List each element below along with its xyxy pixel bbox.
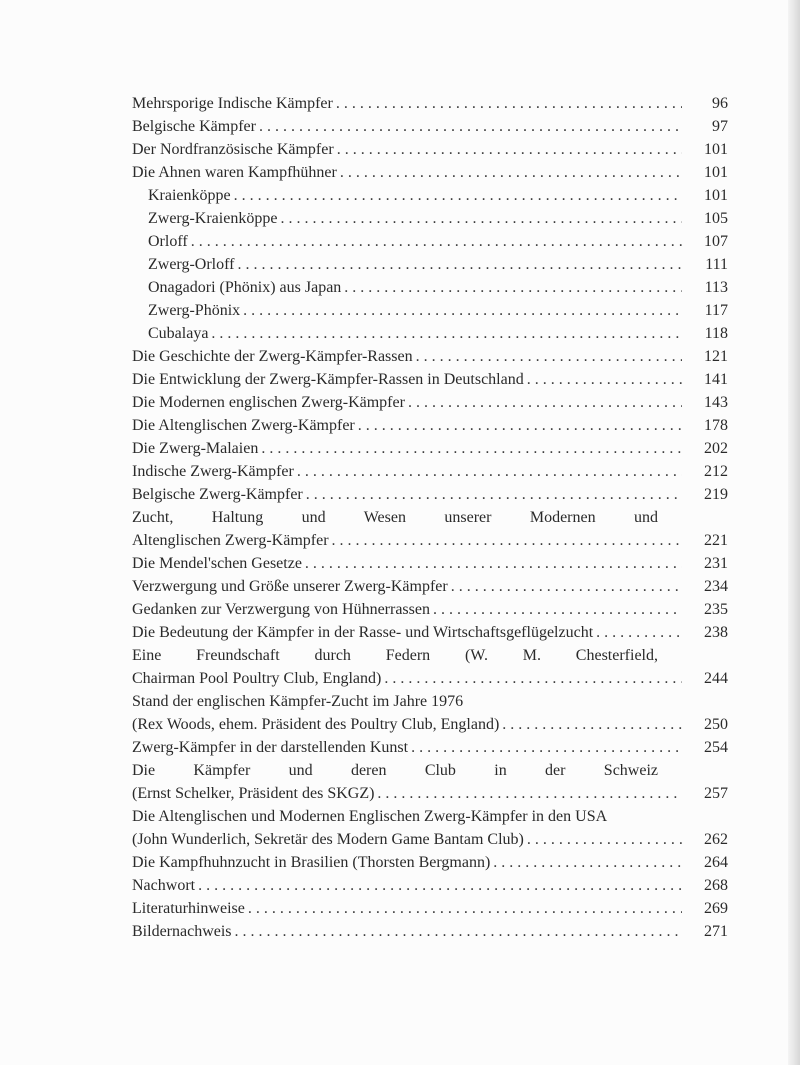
toc-entry-page: 143 <box>704 394 728 411</box>
toc-entry-page: 97 <box>712 118 728 135</box>
toc-entry-title: (Ernst Schelker, Präsident des SKGZ) <box>132 785 375 802</box>
toc-entry <box>132 598 728 621</box>
toc-entry-title: Belgische Kämpfer <box>132 118 256 135</box>
toc-entry <box>132 161 728 184</box>
toc-entry-title: Nachwort <box>132 877 196 894</box>
toc-entry-title: Die Ahnen waren Kampfhühner <box>132 164 337 181</box>
dot-leader <box>416 345 682 368</box>
toc-entry-page: 113 <box>704 279 728 296</box>
toc-entry <box>132 345 728 368</box>
dot-leader <box>259 115 682 138</box>
toc-entry-title: Literaturhinweise <box>132 900 245 917</box>
toc-entry-title: (Rex Woods, ehem. Präsident des Poultry Club, England) <box>132 716 500 733</box>
toc-entry <box>132 920 728 943</box>
toc-entry <box>132 667 728 690</box>
toc-entry-page: 202 <box>704 440 728 457</box>
toc-entry-title: Zwerg-Kämpfer in der darstellenden Kunst <box>132 739 409 756</box>
dot-leader <box>358 414 682 437</box>
toc-entry <box>132 897 728 920</box>
dot-leader <box>191 230 682 253</box>
toc-entry-title: Chairman Pool Poultry Club, England) <box>132 670 382 687</box>
dot-leader <box>297 460 682 483</box>
toc-entry-page: 268 <box>704 877 728 894</box>
dot-leader <box>243 299 682 322</box>
toc-entry-page: 221 <box>704 532 728 549</box>
toc-subentry <box>132 207 728 230</box>
toc-entry-title: Orloff <box>148 233 188 250</box>
dot-leader <box>451 575 682 598</box>
dot-leader <box>198 874 682 897</box>
toc-entry <box>132 460 728 483</box>
toc-entry-page: 141 <box>704 371 728 388</box>
toc-entry-page: 250 <box>704 716 728 733</box>
toc-entry-page: 271 <box>704 923 728 940</box>
toc-entry <box>132 874 728 897</box>
dot-leader <box>234 184 682 207</box>
toc-entry <box>132 575 728 598</box>
toc-entry-page: 96 <box>712 95 728 112</box>
toc-entry-page: 111 <box>705 256 728 273</box>
toc-entry-title: Die Altenglischen Zwerg-Kämpfer <box>132 417 355 434</box>
dot-leader <box>527 828 682 851</box>
toc-entry <box>132 529 728 552</box>
toc-entry-title: Der Nordfranzösische Kämpfer <box>132 141 334 158</box>
dot-leader <box>235 920 682 943</box>
dot-leader <box>238 253 683 276</box>
toc-entry <box>132 437 728 460</box>
dot-leader <box>261 437 682 460</box>
toc-entry-title: Mehrsporige Indische Kämpfer <box>132 95 333 112</box>
toc-entry <box>132 483 728 506</box>
dot-leader <box>596 621 682 644</box>
toc-entry-title: Gedanken zur Verzwergung von Hühnerrassen <box>132 601 430 618</box>
table-of-contents <box>132 92 728 943</box>
toc-entry <box>132 391 728 414</box>
toc-entry-title: (John Wunderlich, Sekretär des Modern Game Bantam Club) <box>132 831 524 848</box>
dot-leader <box>527 368 682 391</box>
toc-entry-page: 101 <box>704 187 728 204</box>
toc-entry-page: 118 <box>704 325 728 342</box>
dot-leader <box>332 529 682 552</box>
toc-entry-line1: Die Altenglischen und Modernen Englischen Zwerg-Kämpfer in den USA <box>132 808 608 825</box>
toc-entry-title: Bildernachweis <box>132 923 232 940</box>
toc-subentry <box>132 253 728 276</box>
toc-entry-page: 121 <box>704 348 728 365</box>
toc-entry-title: Die Geschichte der Zwerg-Kämpfer-Rassen <box>132 348 413 365</box>
toc-entry-title: Belgische Zwerg-Kämpfer <box>132 486 303 503</box>
toc-entry-page: 219 <box>704 486 728 503</box>
toc-entry <box>132 138 728 161</box>
dot-leader <box>493 851 682 874</box>
toc-entry-title: Die Kampfhuhnzucht in Brasilien (Thorsten Bergmann) <box>132 854 491 871</box>
toc-entry-page: 257 <box>704 785 728 802</box>
toc-entry <box>132 782 728 805</box>
toc-entry-title: Zwerg-Phönix <box>148 302 241 319</box>
dot-leader <box>306 483 682 506</box>
dot-leader <box>340 161 682 184</box>
toc-entry-page: 178 <box>704 417 728 434</box>
toc-entry <box>132 828 728 851</box>
toc-entry-title: Indische Zwerg-Kämpfer <box>132 463 294 480</box>
page-edge-shadow <box>788 0 800 1065</box>
toc-entry-title: Altenglischen Zwerg-Kämpfer <box>132 532 329 549</box>
toc-entry <box>132 552 728 575</box>
toc-entry-page: 231 <box>704 555 728 572</box>
toc-entry-page: 238 <box>704 624 728 641</box>
toc-entry-page: 101 <box>704 141 728 158</box>
toc-entry-title: Zwerg-Kraienköppe <box>148 210 278 227</box>
toc-entry <box>132 368 728 391</box>
toc-entry <box>132 115 728 138</box>
toc-entry-page: 107 <box>704 233 728 250</box>
toc-entry <box>132 621 728 644</box>
toc-entry-title: Cubalaya <box>148 325 209 342</box>
toc-entry <box>132 713 728 736</box>
toc-entry-page: 235 <box>704 601 728 618</box>
dot-leader <box>433 598 682 621</box>
toc-entry <box>132 92 728 115</box>
toc-entry <box>132 736 728 759</box>
toc-entry-title: Zwerg-Orloff <box>148 256 235 273</box>
dot-leader <box>248 897 682 920</box>
toc-subentry <box>132 184 728 207</box>
toc-subentry <box>132 276 728 299</box>
toc-entry-page: 117 <box>704 302 728 319</box>
toc-subentry <box>132 322 728 345</box>
toc-entry-line1: Zucht, Haltung und Wesen unserer Modernen und <box>132 509 658 526</box>
toc-entry-page: 105 <box>704 210 728 227</box>
toc-entry-page: 269 <box>704 900 728 917</box>
toc-subentry <box>132 299 728 322</box>
dot-leader <box>502 713 682 736</box>
toc-entry-line1: Stand der englischen Kämpfer-Zucht im Jahre 1976 <box>132 693 464 710</box>
dot-leader <box>305 552 682 575</box>
toc-entry-page: 101 <box>704 164 728 181</box>
toc-entry <box>132 851 728 874</box>
toc-entry-page: 244 <box>704 670 728 687</box>
dot-leader <box>336 92 682 115</box>
toc-entry-title: Die Bedeutung der Kämpfer in der Rasse- und Wirtschaftsgeflügelzucht <box>132 624 594 641</box>
dot-leader <box>384 667 682 690</box>
toc-entry-title: Kraienköppe <box>148 187 231 204</box>
dot-leader <box>344 276 682 299</box>
toc-entry-title: Onagadori (Phönix) aus Japan <box>148 279 342 296</box>
dot-leader <box>211 322 682 345</box>
dot-leader <box>377 782 682 805</box>
toc-entry-line1: Eine Freundschaft durch Federn (W. M. Chesterfield, <box>132 647 658 664</box>
toc-entry-page: 264 <box>704 854 728 871</box>
dot-leader <box>408 391 682 414</box>
dot-leader <box>411 736 682 759</box>
toc-entry-title: Die Modernen englischen Zwerg-Kämpfer <box>132 394 405 411</box>
toc-entry-title: Verzwergung und Größe unserer Zwerg-Kämpfer <box>132 578 448 595</box>
toc-entry-page: 212 <box>704 463 728 480</box>
toc-entry-page: 262 <box>704 831 728 848</box>
toc-entry-title: Die Entwicklung der Zwerg-Kämpfer-Rassen in Deutschland <box>132 371 524 388</box>
toc-entry-page: 234 <box>704 578 728 595</box>
toc-entry-title: Die Zwerg-Malaien <box>132 440 259 457</box>
toc-entry-line1: Die Kämpfer und deren Club in der Schweiz <box>132 762 658 779</box>
toc-entry <box>132 414 728 437</box>
dot-leader <box>337 138 682 161</box>
toc-subentry <box>132 230 728 253</box>
dot-leader <box>280 207 682 230</box>
toc-entry-page: 254 <box>704 739 728 756</box>
toc-entry-title: Die Mendel'schen Gesetze <box>132 555 302 572</box>
